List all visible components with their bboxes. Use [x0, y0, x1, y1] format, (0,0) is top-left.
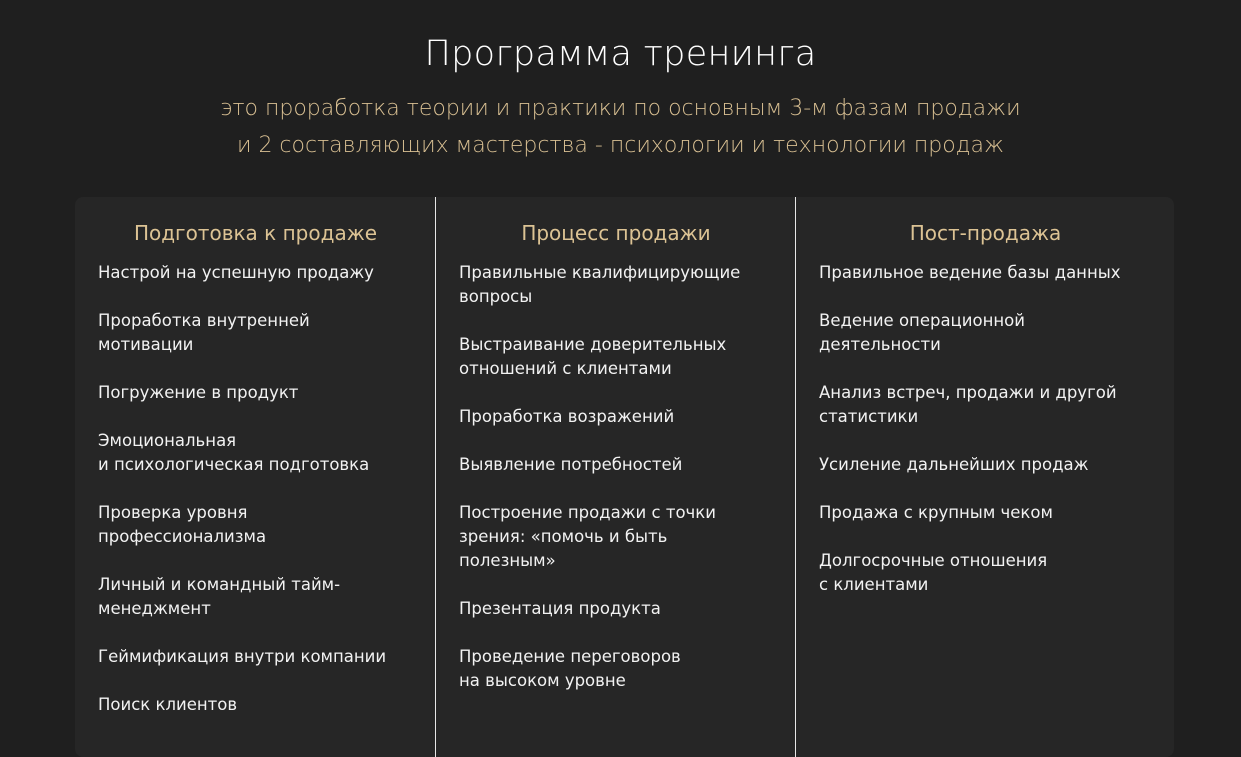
- program-item-line: Поиск клиентов: [98, 695, 238, 714]
- program-item-line: менеджмент: [98, 599, 211, 618]
- phase-title: Процесс продажи: [521, 221, 711, 245]
- program-item: [98, 693, 413, 717]
- program-item: [459, 453, 773, 477]
- program-item-line: Долгосрочные отношения: [819, 551, 1048, 570]
- program-item-line: Ведение операционной: [819, 311, 1026, 330]
- program-item: [98, 309, 413, 357]
- program-item-line: Проведение переговоров: [459, 647, 681, 666]
- phase-column: [435, 197, 795, 757]
- program-item-line: Построение продажи с точки: [459, 503, 716, 522]
- program-item: [98, 261, 413, 285]
- program-item-line: Выявление потребностей: [459, 455, 683, 474]
- program-item: [819, 261, 1152, 285]
- program-item: [459, 597, 773, 621]
- program-item: [98, 645, 413, 669]
- program-item: [98, 501, 413, 549]
- program-item: [459, 333, 773, 381]
- program-item-line: на высоком уровне: [459, 671, 626, 690]
- program-card: [75, 197, 1174, 757]
- program-item: [98, 429, 413, 477]
- program-item: [819, 453, 1152, 477]
- subtitle-line: и 2 составляющих мастерства - психологии и технологии продаж: [236, 133, 1005, 158]
- program-item-line: Выстраивание доверительных: [459, 335, 727, 354]
- program-item-line: Проверка уровня: [98, 503, 248, 522]
- program-item-line: Эмоциональная: [98, 431, 237, 450]
- program-item-line: Погружение в продукт: [98, 383, 299, 402]
- program-item: [819, 309, 1152, 357]
- program-item: [98, 381, 413, 405]
- phase-title: Пост-продажа: [909, 221, 1062, 245]
- program-item-line: Проработка внутренней: [98, 311, 310, 330]
- program-item: [459, 405, 773, 429]
- program-item-line: Продажа с крупным чеком: [819, 503, 1053, 522]
- program-item-line: Геймификация внутри компании: [98, 647, 387, 666]
- program-item-line: и психологическая подготовка: [98, 455, 370, 474]
- program-item: [459, 261, 773, 309]
- program-item-line: вопросы: [459, 287, 533, 306]
- program-item-line: статистики: [819, 407, 919, 426]
- page-title: Программа тренинга: [424, 34, 817, 74]
- phase-column: [75, 197, 435, 757]
- program-item-line: зрения: «помочь и быть: [459, 527, 668, 546]
- program-item: [459, 645, 773, 693]
- program-item-line: профессионализма: [98, 527, 267, 546]
- program-item-line: Презентация продукта: [459, 599, 661, 618]
- phase-column: [795, 197, 1174, 757]
- program-item: [819, 381, 1152, 429]
- page-subtitle: [0, 90, 1241, 164]
- program-item-line: с клиентами: [819, 575, 929, 594]
- program-item-line: Анализ встреч, продажи и другой: [819, 383, 1117, 402]
- program-item-line: Правильные квалифицирующие: [459, 263, 741, 282]
- program-item: [819, 501, 1152, 525]
- program-item-line: Личный и командный тайм-: [98, 575, 341, 594]
- program-item: [98, 573, 413, 621]
- program-item-line: Проработка возражений: [459, 407, 675, 426]
- program-item-line: мотивации: [98, 335, 194, 354]
- program-item-line: отношений с клиентами: [459, 359, 672, 378]
- subtitle-line: это проработка теории и практики по основным 3-м фазам продажи: [220, 96, 1021, 121]
- program-item-line: Правильное ведение базы данных: [819, 263, 1121, 282]
- program-item: [459, 501, 773, 573]
- program-item-line: Настрой на успешную продажу: [98, 263, 374, 282]
- program-item: [819, 549, 1152, 597]
- program-item-line: полезным»: [459, 551, 556, 570]
- program-item-line: деятельности: [819, 335, 941, 354]
- phase-title: Подготовка к продаже: [133, 221, 378, 245]
- program-item-line: Усиление дальнейших продаж: [819, 455, 1089, 474]
